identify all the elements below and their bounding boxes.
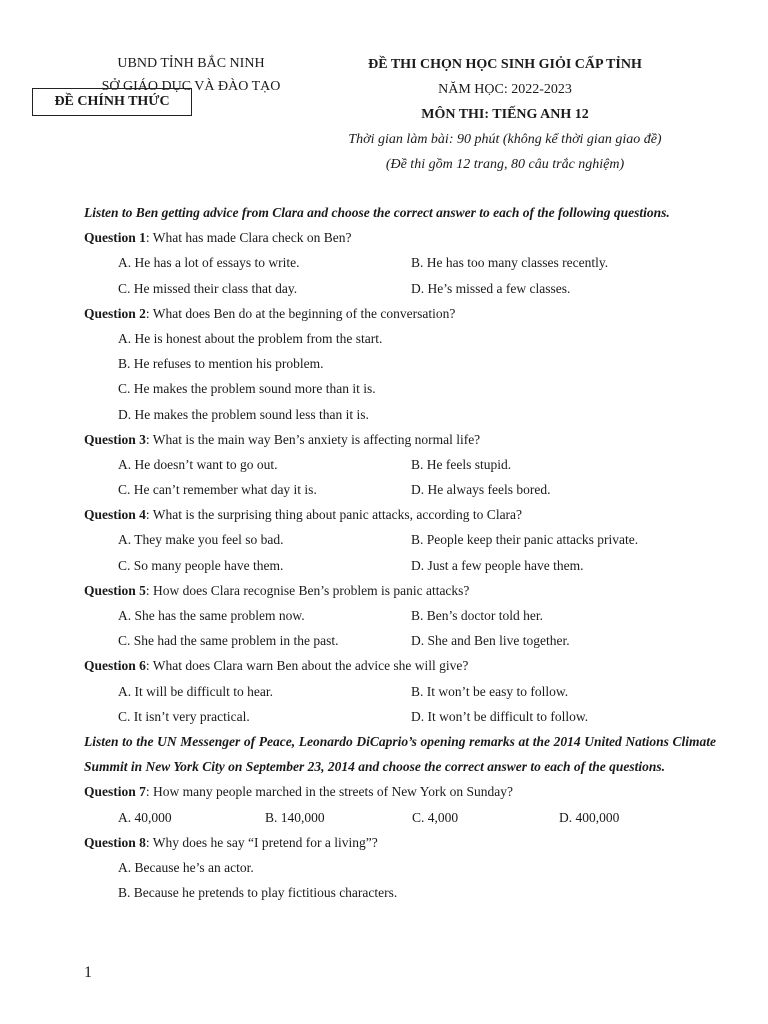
option-c[interactable]: C. He missed their class that day.	[118, 280, 298, 296]
options-row	[84, 276, 716, 301]
question-6	[84, 653, 716, 678]
question-label: Question 6	[84, 658, 146, 674]
question-text: : What is the main way Ben’s anxiety is affecting normal life?	[145, 431, 481, 447]
question-text: : Why does he say “I pretend for a living”?	[145, 834, 378, 850]
question-3	[84, 427, 716, 452]
option-c[interactable]: C. 4,000	[412, 809, 459, 825]
option-c[interactable]: C. He can’t remember what day it is.	[118, 482, 317, 498]
option-d[interactable]: D. She and Ben live together.	[411, 633, 570, 649]
options-row	[84, 477, 716, 502]
option-a[interactable]: A. He has a lot of essays to write.	[118, 255, 300, 271]
question-label: Question 5	[84, 582, 146, 598]
time-limit: Thời gian làm bài: 90 phút (không kể thời gian giao đề)	[348, 132, 662, 147]
options-row	[84, 452, 716, 477]
question-label: Question 8	[84, 834, 146, 850]
question-label: Question 2	[84, 305, 146, 321]
option-a[interactable]: A. He is honest about the problem from the start.	[118, 330, 383, 346]
options-row	[84, 603, 716, 628]
question-text: : How many people marched in the streets of New York on Sunday?	[145, 784, 513, 800]
option-b[interactable]: B. He feels stupid.	[411, 456, 512, 472]
option-d[interactable]: D. He’s missed a few classes.	[411, 280, 571, 296]
option-c[interactable]: C. So many people have them.	[118, 557, 284, 573]
header-right	[310, 52, 700, 177]
option-c[interactable]: C. She had the same problem in the past.	[118, 633, 339, 649]
option-b[interactable]: B. People keep their panic attacks private.	[411, 532, 639, 548]
option-a[interactable]: A. She has the same problem now.	[118, 608, 305, 624]
section-instruction-1: Listen to Ben getting advice from Clara and choose the correct answer to each of the following questions.	[84, 205, 670, 220]
option-d[interactable]: D. It won’t be difficult to follow.	[411, 708, 589, 724]
option-a[interactable]: A. They make you feel so bad.	[118, 532, 284, 548]
question-5	[84, 578, 716, 603]
question-label: Question 4	[84, 507, 146, 523]
question-text: : How does Clara recognise Ben’s problem is panic attacks?	[145, 582, 470, 598]
section-instruction-2: Listen to the UN Messenger of Peace, Leonardo DiCaprio’s opening remarks at the 2014 United Nations Climate Summit in New York City on September 23, 2014 and choose the correct answer to each of the questions.	[84, 733, 716, 775]
option-c[interactable]: C. It isn’t very practical.	[118, 708, 250, 724]
options-row	[84, 805, 716, 830]
option-d[interactable]: D. Just a few people have them.	[411, 557, 584, 573]
question-text: : What does Clara warn Ben about the advice she will give?	[145, 658, 469, 674]
department-name: SỞ GIÁO DỤC VÀ ĐÀO TẠO	[101, 79, 281, 94]
options-row	[84, 527, 716, 552]
page-number: 1	[84, 964, 92, 981]
question-4	[84, 502, 716, 527]
question-1	[84, 225, 716, 250]
question-8	[84, 830, 716, 855]
option-b[interactable]: B. He refuses to mention his problem.	[118, 356, 324, 372]
question-text: : What is the surprising thing about panic attacks, according to Clara?	[145, 507, 523, 523]
option-b[interactable]: B. It won’t be easy to follow.	[411, 683, 569, 699]
exam-note: (Đề thi gồm 12 trang, 80 câu trắc nghiệm)	[385, 157, 625, 172]
option-d[interactable]: D. He makes the problem sound less than it is.	[118, 406, 369, 422]
question-label: Question 1	[84, 230, 146, 246]
option-a[interactable]: A. 40,000	[118, 809, 172, 825]
options-row	[84, 704, 716, 729]
option-b[interactable]: B. He has too many classes recently.	[411, 255, 609, 271]
option-d[interactable]: D. 400,000	[559, 809, 620, 825]
exam-body	[84, 200, 716, 905]
question-text: : What has made Clara check on Ben?	[145, 230, 352, 246]
question-label: Question 7	[84, 784, 146, 800]
question-text: : What does Ben do at the beginning of the conversation?	[145, 305, 456, 321]
exam-subject: MÔN THI: TIẾNG ANH 12	[421, 107, 589, 122]
options-row	[84, 553, 716, 578]
exam-title: ĐỀ THI CHỌN HỌC SINH GIỎI CẤP TỈNH	[368, 57, 642, 72]
options-row	[84, 679, 716, 704]
option-d[interactable]: D. He always feels bored.	[411, 482, 551, 498]
option-b[interactable]: B. Ben’s doctor told her.	[411, 608, 543, 624]
question-label: Question 3	[84, 431, 146, 447]
options-row	[84, 628, 716, 653]
question-7	[84, 779, 716, 804]
option-a[interactable]: A. Because he’s an actor.	[118, 859, 254, 875]
school-year: NĂM HỌC: 2022-2023	[438, 82, 572, 97]
question-2	[84, 301, 716, 326]
option-b[interactable]: B. Because he pretends to play fictitious characters.	[118, 885, 398, 901]
option-a[interactable]: A. It will be difficult to hear.	[118, 683, 273, 699]
option-c[interactable]: C. He makes the problem sound more than it is.	[118, 381, 376, 397]
official-stamp-box: ĐỀ CHÍNH THỨC	[32, 88, 192, 116]
option-a[interactable]: A. He doesn’t want to go out.	[118, 456, 278, 472]
province-committee: UBND TỈNH BẮC NINH	[117, 56, 265, 71]
option-b[interactable]: B. 140,000	[265, 809, 325, 825]
options-row	[84, 250, 716, 275]
